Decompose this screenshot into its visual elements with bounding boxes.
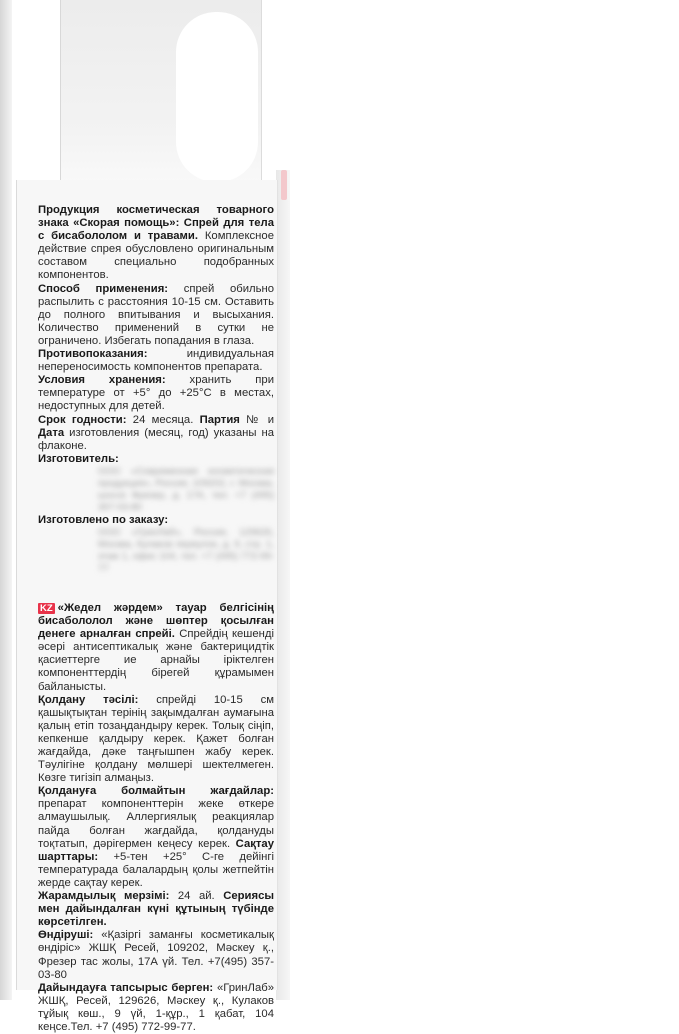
hang-hole	[176, 12, 258, 182]
kz-maker: Өндіруші: «Қазіргі заманғы косметикалық өндіріс» ЖШҚ Ресей, 109202, Мәскеу қ., Фрезер тас жолы, 17А үй. Тел. +7(495) 357-03-80	[38, 929, 274, 981]
box-left-edge	[0, 0, 12, 1000]
pink-accent-strip	[281, 170, 287, 200]
ru-shelf: Срок годности: 24 месяца. Партия № и Дата изготовления (месяц, год) указаны на флаконе.	[38, 413, 275, 452]
hanging-flap	[60, 0, 262, 190]
ru-storage: Условия хранения: хранить при температуре от +5° до +25°С в местах, недоступных для детей.	[38, 374, 274, 413]
kz-order: Дайындауға тапсырыс берген: «ГринЛаб» ЖШҚ, Ресей, 129626, Мәскеу қ., Кулаков тұйық көш., 9 үй, 1-құр., 1 қабат, 104 кеңсе.Тел. +7 (495) 772-99-77.	[38, 981, 274, 1033]
ru-contra: Противопоказания: индивидуальная непереносимость компонентов препарата.	[38, 348, 274, 374]
kz-contra: Қолдануға болмайтын жағдайлар: препарат компоненттерін жеке өткере алмаушылық. Аллергиялық реакциялар пайда болған жағдайда, қолдануды тоқтатып, дәрігермен кеңесу керек. Сақтау шарттары: +5-тен +25° С-ге дейінгі температурада балалардың қолы жетпейтін жерде сақтау керек.	[38, 785, 274, 889]
kz-flag-badge: KZ	[40, 602, 53, 614]
kz-shelf: Жарамдылық мерзімі: 24 ай. Сериясы мен дайындалған күні құтының түбінде көрсетілген.	[38, 890, 275, 929]
ru-order: Изготовлено по заказу: ООО «ГринЛаб», Россия, 129626, Москва, Кулаков переулок, д. 9, стр. 1, этаж 1, офис 104, тел. +7 (495) 772-99-77	[38, 513, 274, 574]
ru-intro: Продукция косметическая товарного знака «Скорая помощь»: Спрей для тела с бисабололом и травами. Комплексное действие спрея обусловлено оригинальным составом специально подобранных компонентов.	[38, 204, 274, 282]
ru-method: Способ применения: спрей обильно распылить с расстояния 10-15 см. Оставить до полного впитывания и высыхания. Количество применений в сутки не ограничено. Избегать попадания в глаза.	[38, 282, 275, 347]
box-right-edge	[276, 170, 290, 1000]
ru-maker: Изготовитель: ООО «Современная косметическая продукция», Россия, 109202, г. Москва, шоссе Фрезер, д. 17А, тел. +7 (495) 357-03-80	[38, 452, 274, 513]
label-text	[38, 204, 274, 1034]
kz-method: Қолдану тәсілі: спрейді 10-15 см қашықтықтан терінің зақымдалған аумағына қалың етіп тозаңдандыру керек. Толық сіңіп, кепкенше қалдыру керек. Қажет болған жағдайда, дәке таңғышпен жабу керек. Тәулігіне қолдану мөлшері шектелмеген. Көзге тигізіп алмаңыз.	[38, 693, 274, 785]
kz-intro: KZ «Жедел жәрдем» тауар белгісінің бисабололол және шөптер қосылған денеге арналған спрейі. Спрейдің кешенді әсері антисептикалық және бактерицидтік қасиеттерге ие арнайы іріктелген компоненттердің бірегей құрамымен байланысты.	[38, 601, 274, 693]
